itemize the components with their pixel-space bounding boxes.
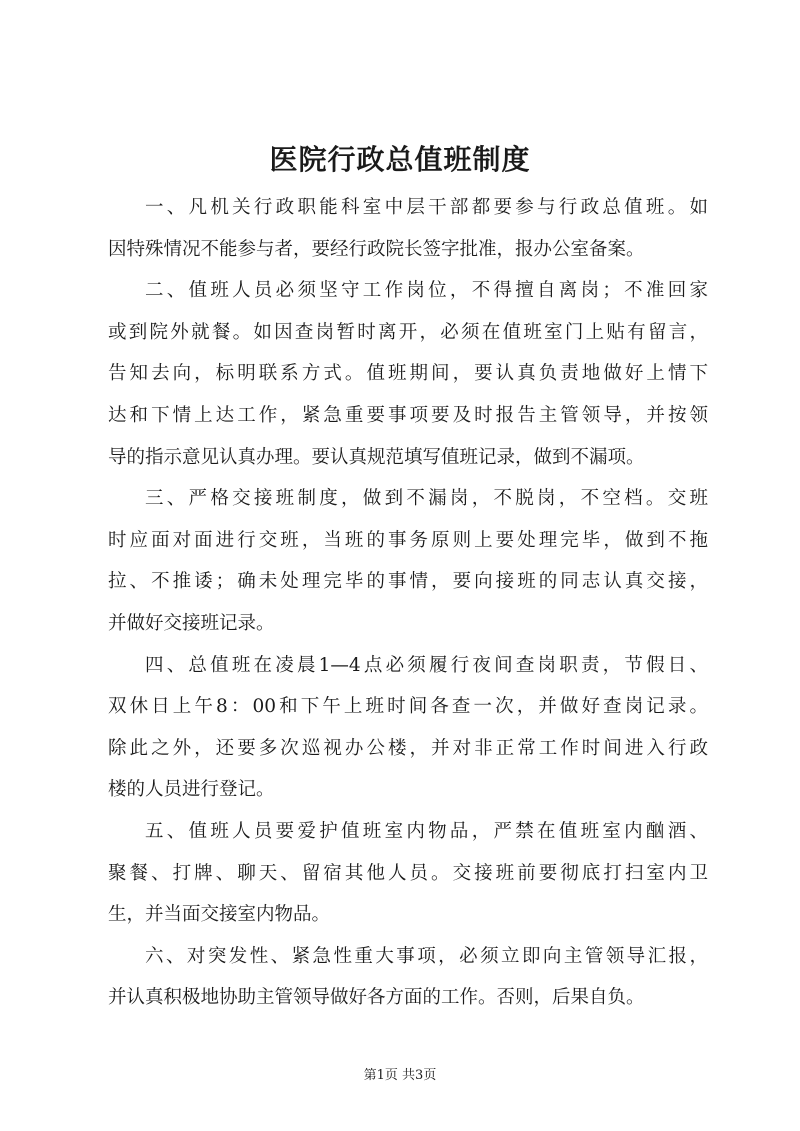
text-line: 六、对突发性、紧急性重大事项，必须立即向主管领导汇报， [145,945,708,967]
text-line: 聚餐、打牌、聊天、留宿其他人员。交接班前要彻底打扫室内卫 [108,862,708,884]
text-line: 导的指示意见认真办理。要认真规范填写值班记录，做到不漏项。 [108,446,645,468]
text-line: 并做好交接班记录。 [108,612,275,634]
text-line: 因特殊情况不能参与者，要经行政院长签字批准，报办公室备案。 [108,238,645,260]
paragraph-1 [108,187,708,270]
text-line: 达和下情上达工作，紧急重要事项要及时报告主管领导，并按领 [108,404,708,426]
document-body [108,187,708,1019]
text-line: 并认真积极地协助主管领导做好各方面的工作。否则，后果自负。 [108,987,645,1009]
text-line: 三、严格交接班制度，做到不漏岗，不脱岗，不空档。交班 [145,488,708,510]
paragraph-6 [108,936,708,1019]
text-line: 四、总值班在凌晨1—4点必须履行夜间查岗职责，节假日、 [145,654,708,676]
paragraph-2 [108,270,708,478]
paragraph-3 [108,478,708,644]
paragraph-4 [108,645,708,811]
text-line: 时应面对面进行交班，当班的事务原则上要处理完毕，做到不拖 [108,529,708,551]
text-line: 除此之外，还要多次巡视办公楼，并对非正常工作时间进入行政 [108,737,708,759]
page-number-footer: 第1页 共3页 [363,1068,437,1083]
text-line: 或到院外就餐。如因查岗暂时离开，必须在值班室门上贴有留言， [108,321,708,343]
document-title: 医院行政总值班制度 [269,143,531,176]
text-line: 告知去向，标明联系方式。值班期间，要认真负责地做好上情下 [108,363,708,385]
text-line: 双休日上午8：00和下午上班时间各查一次，并做好查岗记录。 [108,696,708,718]
text-line: 五、值班人员要爱护值班室内物品，严禁在值班室内酗酒、 [145,820,708,842]
text-line: 二、值班人员必须坚守工作岗位，不得擅自离岗；不准回家 [145,280,708,302]
text-line: 生，并当面交接室内物品。 [108,904,331,926]
text-line: 楼的人员进行登记。 [108,779,275,801]
text-line: 一、凡机关行政职能科室中层干部都要参与行政总值班。如 [145,197,708,218]
text-line: 拉、不推诿；确未处理完毕的事情，要向接班的同志认真交接， [108,571,708,593]
paragraph-5 [108,811,708,936]
